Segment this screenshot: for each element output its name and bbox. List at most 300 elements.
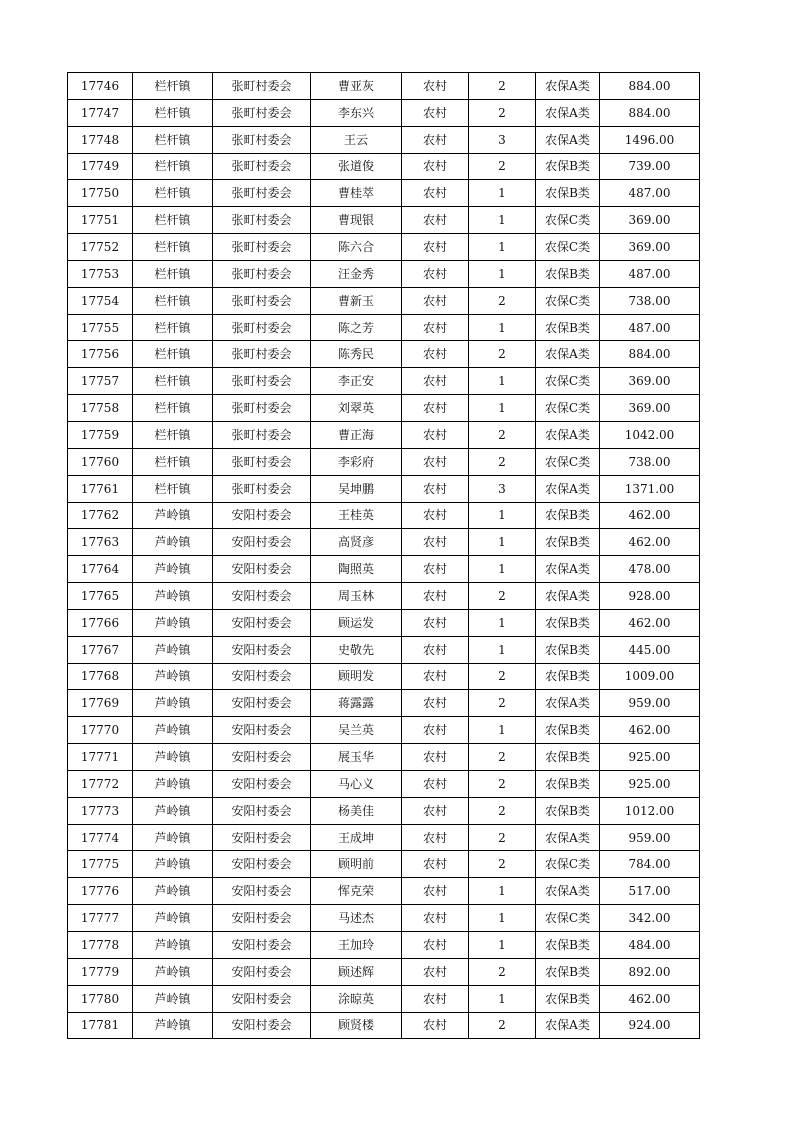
cell-area-type: 农村: [402, 529, 469, 556]
cell-area-type: 农村: [402, 556, 469, 583]
cell-village: 安阳村委会: [213, 744, 311, 771]
table-row: [68, 636, 700, 663]
cell-town: 栏杆镇: [133, 368, 213, 395]
cell-area-type: 农村: [402, 448, 469, 475]
cell-category: 农保B类: [536, 314, 600, 341]
cell-village: 安阳村委会: [213, 958, 311, 985]
cell-village: 安阳村委会: [213, 932, 311, 959]
cell-household-size: 2: [469, 797, 536, 824]
table-row: [68, 287, 700, 314]
cell-village: 安阳村委会: [213, 770, 311, 797]
cell-town: 栏杆镇: [133, 475, 213, 502]
cell-amount: 478.00: [600, 556, 700, 583]
cell-category: 农保A类: [536, 421, 600, 448]
cell-town: 栏杆镇: [133, 153, 213, 180]
cell-amount: 369.00: [600, 234, 700, 261]
cell-household-size: 1: [469, 260, 536, 287]
cell-village: 张町村委会: [213, 99, 311, 126]
table-row: [68, 99, 700, 126]
cell-id: 17759: [68, 421, 133, 448]
cell-id: 17766: [68, 609, 133, 636]
cell-amount: 369.00: [600, 395, 700, 422]
cell-village: 张町村委会: [213, 207, 311, 234]
cell-town: 芦岭镇: [133, 556, 213, 583]
cell-town: 栏杆镇: [133, 180, 213, 207]
cell-id: 17765: [68, 583, 133, 610]
cell-category: 农保B类: [536, 502, 600, 529]
cell-name: 高贤彦: [311, 529, 402, 556]
cell-category: 农保B类: [536, 663, 600, 690]
cell-name: 曹新玉: [311, 287, 402, 314]
cell-town: 芦岭镇: [133, 583, 213, 610]
cell-name: 曹正海: [311, 421, 402, 448]
cell-category: 农保A类: [536, 556, 600, 583]
cell-name: 陈秀民: [311, 341, 402, 368]
cell-town: 栏杆镇: [133, 99, 213, 126]
cell-category: 农保B类: [536, 932, 600, 959]
cell-village: 安阳村委会: [213, 690, 311, 717]
cell-village: 安阳村委会: [213, 663, 311, 690]
cell-household-size: 2: [469, 744, 536, 771]
cell-town: 芦岭镇: [133, 958, 213, 985]
cell-town: 芦岭镇: [133, 502, 213, 529]
cell-household-size: 2: [469, 73, 536, 100]
cell-household-size: 2: [469, 153, 536, 180]
cell-name: 蒋露露: [311, 690, 402, 717]
cell-village: 安阳村委会: [213, 556, 311, 583]
cell-town: 栏杆镇: [133, 448, 213, 475]
cell-id: 17775: [68, 851, 133, 878]
cell-amount: 484.00: [600, 932, 700, 959]
table-row: [68, 448, 700, 475]
cell-amount: 462.00: [600, 529, 700, 556]
cell-id: 17773: [68, 797, 133, 824]
table-row: [68, 690, 700, 717]
cell-household-size: 3: [469, 126, 536, 153]
cell-household-size: 1: [469, 985, 536, 1012]
cell-id: 17747: [68, 99, 133, 126]
cell-area-type: 农村: [402, 153, 469, 180]
cell-household-size: 1: [469, 556, 536, 583]
cell-name: 恽克荣: [311, 878, 402, 905]
cell-area-type: 农村: [402, 207, 469, 234]
cell-village: 安阳村委会: [213, 797, 311, 824]
cell-amount: 1009.00: [600, 663, 700, 690]
cell-amount: 1371.00: [600, 475, 700, 502]
cell-household-size: 2: [469, 448, 536, 475]
cell-category: 农保A类: [536, 341, 600, 368]
cell-name: 顾明前: [311, 851, 402, 878]
cell-amount: 462.00: [600, 502, 700, 529]
cell-id: 17758: [68, 395, 133, 422]
cell-id: 17777: [68, 905, 133, 932]
cell-category: 农保A类: [536, 690, 600, 717]
table-row: [68, 932, 700, 959]
cell-amount: 369.00: [600, 368, 700, 395]
cell-household-size: 1: [469, 395, 536, 422]
cell-id: 17750: [68, 180, 133, 207]
cell-name: 王成坤: [311, 824, 402, 851]
cell-household-size: 2: [469, 663, 536, 690]
cell-amount: 959.00: [600, 824, 700, 851]
cell-id: 17763: [68, 529, 133, 556]
cell-name: 李彩府: [311, 448, 402, 475]
cell-area-type: 农村: [402, 99, 469, 126]
table-row: [68, 878, 700, 905]
cell-town: 栏杆镇: [133, 260, 213, 287]
cell-village: 张町村委会: [213, 260, 311, 287]
cell-category: 农保A类: [536, 126, 600, 153]
cell-name: 展玉华: [311, 744, 402, 771]
cell-area-type: 农村: [402, 985, 469, 1012]
cell-village: 张町村委会: [213, 126, 311, 153]
cell-category: 农保C类: [536, 287, 600, 314]
cell-name: 吴坤鹏: [311, 475, 402, 502]
cell-category: 农保B类: [536, 744, 600, 771]
cell-name: 吴兰英: [311, 717, 402, 744]
cell-name: 李东兴: [311, 99, 402, 126]
cell-id: 17767: [68, 636, 133, 663]
cell-village: 安阳村委会: [213, 985, 311, 1012]
cell-town: 栏杆镇: [133, 73, 213, 100]
cell-household-size: 1: [469, 234, 536, 261]
cell-area-type: 农村: [402, 475, 469, 502]
cell-amount: 928.00: [600, 583, 700, 610]
cell-id: 17761: [68, 475, 133, 502]
table-row: [68, 556, 700, 583]
cell-amount: 884.00: [600, 73, 700, 100]
cell-id: 17768: [68, 663, 133, 690]
table-row: [68, 717, 700, 744]
cell-household-size: 1: [469, 636, 536, 663]
cell-village: 张町村委会: [213, 287, 311, 314]
cell-id: 17757: [68, 368, 133, 395]
cell-town: 芦岭镇: [133, 663, 213, 690]
table-row: [68, 824, 700, 851]
cell-town: 芦岭镇: [133, 932, 213, 959]
table-row: [68, 797, 700, 824]
beneficiary-table: [67, 72, 700, 1039]
cell-area-type: 农村: [402, 234, 469, 261]
cell-area-type: 农村: [402, 636, 469, 663]
table-row: [68, 663, 700, 690]
cell-amount: 342.00: [600, 905, 700, 932]
cell-town: 芦岭镇: [133, 824, 213, 851]
cell-area-type: 农村: [402, 744, 469, 771]
table-row: [68, 126, 700, 153]
cell-household-size: 2: [469, 770, 536, 797]
table-row: [68, 905, 700, 932]
cell-name: 马心义: [311, 770, 402, 797]
cell-amount: 462.00: [600, 717, 700, 744]
cell-id: 17753: [68, 260, 133, 287]
cell-name: 曹现银: [311, 207, 402, 234]
cell-household-size: 1: [469, 717, 536, 744]
cell-id: 17748: [68, 126, 133, 153]
cell-village: 安阳村委会: [213, 529, 311, 556]
cell-amount: 892.00: [600, 958, 700, 985]
cell-category: 农保B类: [536, 529, 600, 556]
cell-town: 芦岭镇: [133, 717, 213, 744]
cell-village: 张町村委会: [213, 314, 311, 341]
table-row: [68, 770, 700, 797]
cell-id: 17760: [68, 448, 133, 475]
cell-area-type: 农村: [402, 824, 469, 851]
cell-household-size: 1: [469, 609, 536, 636]
cell-name: 曹亚灰: [311, 73, 402, 100]
cell-town: 栏杆镇: [133, 207, 213, 234]
cell-id: 17752: [68, 234, 133, 261]
table-row: [68, 851, 700, 878]
table-row: [68, 502, 700, 529]
cell-id: 17770: [68, 717, 133, 744]
table-row: [68, 609, 700, 636]
cell-household-size: 2: [469, 958, 536, 985]
cell-id: 17772: [68, 770, 133, 797]
cell-town: 栏杆镇: [133, 395, 213, 422]
cell-town: 芦岭镇: [133, 690, 213, 717]
table-row: [68, 958, 700, 985]
cell-household-size: 1: [469, 502, 536, 529]
cell-area-type: 农村: [402, 717, 469, 744]
cell-area-type: 农村: [402, 663, 469, 690]
cell-town: 芦岭镇: [133, 985, 213, 1012]
table-row: [68, 744, 700, 771]
cell-name: 周玉林: [311, 583, 402, 610]
cell-amount: 739.00: [600, 153, 700, 180]
table-row: [68, 368, 700, 395]
cell-name: 史敬先: [311, 636, 402, 663]
cell-name: 王加玲: [311, 932, 402, 959]
cell-household-size: 1: [469, 878, 536, 905]
cell-area-type: 农村: [402, 609, 469, 636]
cell-area-type: 农村: [402, 878, 469, 905]
cell-id: 17764: [68, 556, 133, 583]
cell-category: 农保B类: [536, 260, 600, 287]
cell-household-size: 2: [469, 851, 536, 878]
cell-category: 农保A类: [536, 99, 600, 126]
cell-village: 张町村委会: [213, 73, 311, 100]
cell-name: 曹桂萃: [311, 180, 402, 207]
cell-amount: 1042.00: [600, 421, 700, 448]
cell-village: 安阳村委会: [213, 609, 311, 636]
table-row: [68, 395, 700, 422]
cell-area-type: 农村: [402, 180, 469, 207]
cell-village: 安阳村委会: [213, 878, 311, 905]
cell-amount: 738.00: [600, 448, 700, 475]
cell-amount: 487.00: [600, 180, 700, 207]
cell-amount: 1496.00: [600, 126, 700, 153]
cell-area-type: 农村: [402, 583, 469, 610]
cell-area-type: 农村: [402, 314, 469, 341]
cell-category: 农保C类: [536, 395, 600, 422]
cell-area-type: 农村: [402, 770, 469, 797]
cell-category: 农保B类: [536, 797, 600, 824]
cell-household-size: 2: [469, 341, 536, 368]
cell-area-type: 农村: [402, 690, 469, 717]
cell-household-size: 2: [469, 690, 536, 717]
cell-id: 17754: [68, 287, 133, 314]
cell-area-type: 农村: [402, 851, 469, 878]
cell-area-type: 农村: [402, 341, 469, 368]
cell-town: 芦岭镇: [133, 878, 213, 905]
cell-amount: 487.00: [600, 260, 700, 287]
table-row: [68, 260, 700, 287]
cell-id: 17762: [68, 502, 133, 529]
cell-category: 农保A类: [536, 1012, 600, 1039]
cell-name: 李正安: [311, 368, 402, 395]
cell-name: 王桂英: [311, 502, 402, 529]
cell-category: 农保B类: [536, 609, 600, 636]
table-row: [68, 73, 700, 100]
cell-category: 农保B类: [536, 958, 600, 985]
cell-name: 汪金秀: [311, 260, 402, 287]
cell-amount: 462.00: [600, 609, 700, 636]
cell-category: 农保B类: [536, 985, 600, 1012]
cell-town: 栏杆镇: [133, 126, 213, 153]
cell-village: 安阳村委会: [213, 1012, 311, 1039]
cell-town: 芦岭镇: [133, 744, 213, 771]
cell-village: 安阳村委会: [213, 502, 311, 529]
cell-village: 张町村委会: [213, 341, 311, 368]
cell-village: 张町村委会: [213, 234, 311, 261]
cell-id: 17749: [68, 153, 133, 180]
cell-amount: 487.00: [600, 314, 700, 341]
cell-amount: 925.00: [600, 770, 700, 797]
cell-household-size: 1: [469, 529, 536, 556]
table-row: [68, 234, 700, 261]
table-row: [68, 1012, 700, 1039]
cell-area-type: 农村: [402, 126, 469, 153]
cell-village: 张町村委会: [213, 448, 311, 475]
cell-household-size: 1: [469, 207, 536, 234]
cell-amount: 1012.00: [600, 797, 700, 824]
cell-id: 17769: [68, 690, 133, 717]
cell-category: 农保A类: [536, 824, 600, 851]
cell-name: 涂晾英: [311, 985, 402, 1012]
cell-village: 安阳村委会: [213, 717, 311, 744]
cell-name: 刘翠英: [311, 395, 402, 422]
table-body: [68, 73, 700, 1039]
cell-amount: 925.00: [600, 744, 700, 771]
cell-id: 17755: [68, 314, 133, 341]
cell-household-size: 3: [469, 475, 536, 502]
cell-town: 栏杆镇: [133, 287, 213, 314]
table-row: [68, 314, 700, 341]
cell-village: 张町村委会: [213, 180, 311, 207]
cell-town: 芦岭镇: [133, 770, 213, 797]
cell-name: 陈之芳: [311, 314, 402, 341]
cell-household-size: 1: [469, 905, 536, 932]
cell-area-type: 农村: [402, 502, 469, 529]
cell-town: 栏杆镇: [133, 234, 213, 261]
cell-category: 农保C类: [536, 368, 600, 395]
cell-category: 农保A类: [536, 73, 600, 100]
cell-town: 栏杆镇: [133, 314, 213, 341]
cell-town: 芦岭镇: [133, 851, 213, 878]
cell-category: 农保B类: [536, 180, 600, 207]
cell-village: 张町村委会: [213, 395, 311, 422]
cell-category: 农保C类: [536, 207, 600, 234]
cell-id: 17779: [68, 958, 133, 985]
cell-household-size: 1: [469, 368, 536, 395]
cell-household-size: 2: [469, 421, 536, 448]
cell-area-type: 农村: [402, 368, 469, 395]
table-row: [68, 475, 700, 502]
cell-category: 农保B类: [536, 153, 600, 180]
cell-area-type: 农村: [402, 421, 469, 448]
cell-id: 17781: [68, 1012, 133, 1039]
cell-village: 张町村委会: [213, 368, 311, 395]
cell-amount: 369.00: [600, 207, 700, 234]
cell-amount: 462.00: [600, 985, 700, 1012]
cell-village: 安阳村委会: [213, 583, 311, 610]
cell-household-size: 2: [469, 583, 536, 610]
cell-household-size: 2: [469, 287, 536, 314]
cell-id: 17780: [68, 985, 133, 1012]
cell-id: 17751: [68, 207, 133, 234]
table-row: [68, 529, 700, 556]
cell-name: 顾明发: [311, 663, 402, 690]
cell-area-type: 农村: [402, 73, 469, 100]
cell-amount: 924.00: [600, 1012, 700, 1039]
cell-village: 张町村委会: [213, 421, 311, 448]
cell-category: 农保C类: [536, 905, 600, 932]
cell-town: 栏杆镇: [133, 341, 213, 368]
cell-id: 17746: [68, 73, 133, 100]
cell-category: 农保C类: [536, 851, 600, 878]
cell-household-size: 1: [469, 180, 536, 207]
cell-household-size: 1: [469, 932, 536, 959]
cell-category: 农保C类: [536, 448, 600, 475]
cell-town: 芦岭镇: [133, 636, 213, 663]
table-row: [68, 421, 700, 448]
cell-amount: 445.00: [600, 636, 700, 663]
cell-id: 17776: [68, 878, 133, 905]
cell-amount: 738.00: [600, 287, 700, 314]
cell-area-type: 农村: [402, 905, 469, 932]
cell-area-type: 农村: [402, 797, 469, 824]
table-row: [68, 153, 700, 180]
cell-village: 张町村委会: [213, 153, 311, 180]
cell-id: 17756: [68, 341, 133, 368]
cell-category: 农保A类: [536, 878, 600, 905]
cell-town: 栏杆镇: [133, 421, 213, 448]
cell-name: 马述杰: [311, 905, 402, 932]
cell-name: 张道俊: [311, 153, 402, 180]
cell-village: 张町村委会: [213, 475, 311, 502]
cell-village: 安阳村委会: [213, 905, 311, 932]
cell-name: 顾贤楼: [311, 1012, 402, 1039]
cell-name: 王云: [311, 126, 402, 153]
cell-amount: 517.00: [600, 878, 700, 905]
cell-id: 17778: [68, 932, 133, 959]
cell-area-type: 农村: [402, 287, 469, 314]
table-row: [68, 583, 700, 610]
cell-household-size: 2: [469, 824, 536, 851]
cell-name: 杨美佳: [311, 797, 402, 824]
cell-category: 农保B类: [536, 770, 600, 797]
cell-amount: 784.00: [600, 851, 700, 878]
cell-town: 芦岭镇: [133, 905, 213, 932]
table-row: [68, 180, 700, 207]
table-row: [68, 207, 700, 234]
cell-household-size: 1: [469, 314, 536, 341]
cell-amount: 959.00: [600, 690, 700, 717]
cell-town: 芦岭镇: [133, 797, 213, 824]
cell-town: 芦岭镇: [133, 1012, 213, 1039]
cell-village: 安阳村委会: [213, 851, 311, 878]
